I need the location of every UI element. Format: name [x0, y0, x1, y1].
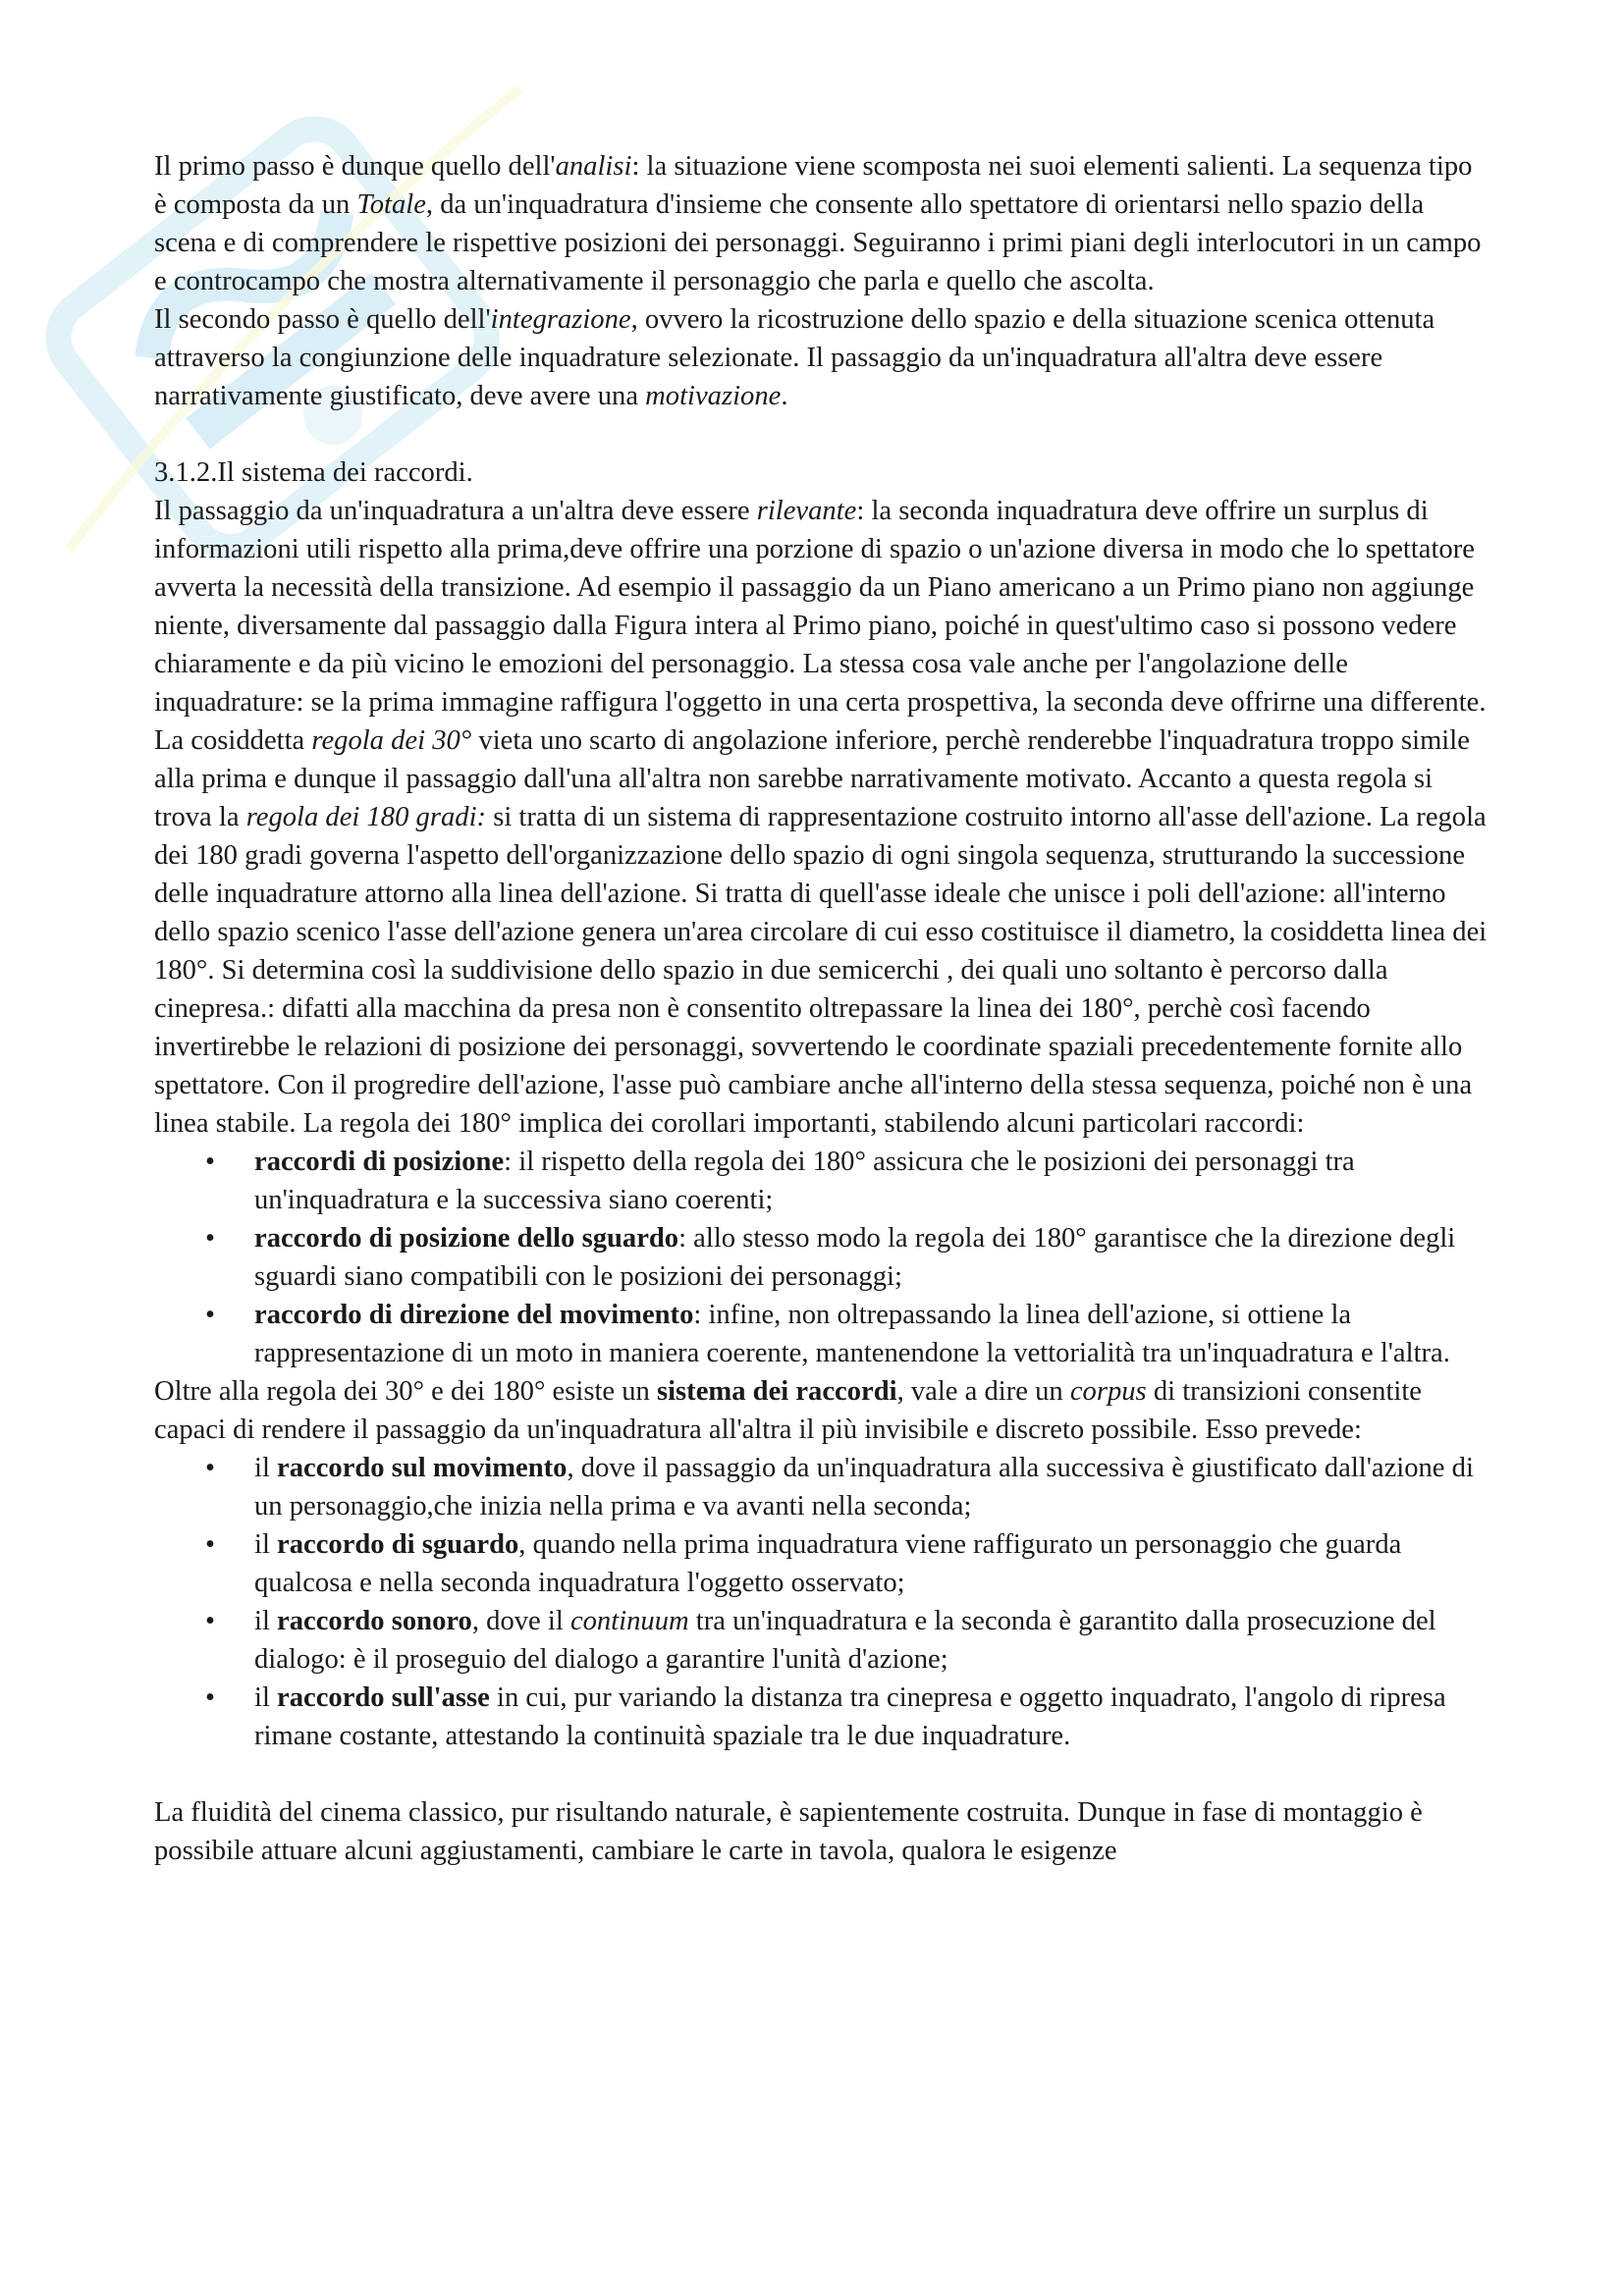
- text-run: di transizioni consentite capaci di rendere il passaggio da un'inquadratura all'altra il più invisibile e discreto possibile. Esso prevede:: [154, 1376, 1422, 1445]
- section-heading: 3.1.2.Il sistema dei raccordi.: [154, 457, 473, 488]
- text-run: in cui, pur variando la distanza tra cinepresa e oggetto inquadrato, l'angolo di ripresa rimane costante, attestando la continuità spaziale tra le due inquadrature.: [254, 1682, 1446, 1751]
- bold-term: raccordo di posizione dello sguardo: [254, 1223, 679, 1254]
- list-item: • raccordo di direzione del movimento: infine, non oltrepassando la linea dell'azione, si ottiene la rappresentazione di un moto in maniera coerente, mantenendone la vettorialità tra un'inquadratura e l'altra.: [205, 1300, 1450, 1368]
- section-paragraph-3: [154, 1793, 1489, 1870]
- text-run: Oltre alla regola dei 30° e dei 180° esiste un: [154, 1376, 657, 1407]
- text-run: il: [254, 1529, 278, 1560]
- text-run: , da un'inquadratura d'insieme che consente allo spettatore di orientarsi nello spazio della scena e di comprendere le rispettive posizioni dei personaggi. Seguiranno i primi piani degli interlocutori in un campo e controcampo che mostra alternativamente il personaggio che parla e quello che ascolta.: [154, 189, 1482, 296]
- text-run: vieta uno scarto di angolazione inferiore, perchè renderebbe l'inquadratura troppo simile alla prima e dunque il passaggio dall'una all'altra non sarebbe narrativamente motivato. Accanto a questa regola si trova la: [154, 725, 1470, 832]
- text-run: , ovvero la ricostruzione dello spazio e della situazione scenica ottenuta attraverso la congiunzione delle inquadrature selezionate. Il passaggio da un'inquadratura all'altra deve essere narrativamente giustificato, deve avere una: [154, 304, 1435, 411]
- italic-term: rilevante: [756, 496, 857, 526]
- section-paragraph-1: [154, 492, 1489, 1143]
- italic-term: continuum: [569, 1606, 689, 1636]
- text-run: si tratta di un sistema di rappresentazione costruito intorno all'asse dell'azione. La regola dei 180 gradi governa l'aspetto dell'organizzazione dello spazio di ogni singola sequenza, strutturando la successione delle inquadrature attorno alla linea dell'azione. Si tratta di quell'asse ideale che unisce i poli dell'azione: all'interno dello spazio scenico l'asse dell'azione genera un'area circolare di cui esso costituisce il diametro, la cosiddetta linea dei 180°. Si determina così la suddivisione dello spazio in due semicerchi , dei quali uno soltanto è percorso dalla cinepresa.: difatti alla macchina da presa non è consentito oltrepassare la linea dei 180°, perchè così facendo invertirebbe le relazioni di posizione dei personaggi, sovvertendo le coordinate spaziali precedentemente fornite allo spettatore. Con il progredire dell'azione, l'asse può cambiare anche all'interno della stessa sequenza, poiché non è una linea stabile. La regola dei 180° implica dei corollari importanti, stabilendo alcuni particolari raccordi:: [154, 802, 1488, 1139]
- intro-paragraph-2: [154, 300, 1489, 415]
- text-run: Il primo passo è dunque quello dell': [154, 151, 556, 182]
- italic-term: motivazione: [645, 381, 782, 411]
- corollary-raccordi-list: [154, 1143, 1489, 1372]
- text-run: Il passaggio da un'inquadratura a un'altra deve essere: [154, 496, 757, 526]
- text-run: La fluidità del cinema classico, pur risultando naturale, è sapientemente costruita. Dunque in fase di montaggio è possibile attuare alcuni aggiustamenti, cambiare le carte in tavola, qualora le esigenze: [154, 1797, 1423, 1866]
- bold-term: raccordo sul movimento: [277, 1453, 568, 1483]
- text-run: Il secondo passo è quello dell': [154, 304, 491, 335]
- text-run: tra un'inquadratura e la seconda è garantito dalla prosecuzione del dialogo: è il proseguio del dialogo a garantire l'unità d'azione;: [254, 1606, 1436, 1675]
- italic-term: Totale: [356, 189, 426, 220]
- italic-term: regola dei 180 gradi:: [245, 802, 487, 832]
- paragraph-gap: [154, 1755, 1489, 1793]
- text-run: , quando nella prima inquadratura viene raffigurato un personaggio che guarda qualcosa e nella seconda inquadratura l'oggetto osservato;: [254, 1529, 1402, 1598]
- text-run: : la seconda inquadratura deve offrire un surplus di informazioni utili rispetto alla prima,deve offrire una porzione di spazio o un'azione diversa in modo che lo spettatore avverta la necessità della transizione. Ad esempio il passaggio da un Piano americano a un Primo piano non aggiunge niente, diversamente dal passaggio dalla Figura intera al Primo piano, poiché in quest'ultimo caso si possono vedere chiaramente e da più vicino le emozioni del personaggio. La stessa cosa vale anche per l'angolazione delle inquadrature: se la prima immagine raffigura l'oggetto in una certa prospettiva, la seconda deve offrirne una differente. La cosiddetta: [154, 496, 1487, 756]
- list-item: • il raccordo di sguardo, quando nella prima inquadratura viene raffigurato un personaggio che guarda qualcosa e nella seconda inquadratura l'oggetto osservato;: [205, 1529, 1402, 1598]
- bold-term: raccordo sull'asse: [277, 1682, 490, 1713]
- section-paragraph-2: [154, 1372, 1489, 1449]
- list-item: • raccordi di posizione: il rispetto della regola dei 180° assicura che le posizioni dei personaggi tra un'inquadratura e la successiva siano coerenti;: [205, 1147, 1355, 1215]
- text-run: : il rispetto della regola dei 180° assicura che le posizioni dei personaggi tra un'inquadratura e la successiva siano coerenti;: [254, 1147, 1355, 1215]
- text-run: : la situazione viene scomposta nei suoi elementi salienti. La sequenza tipo è composta da un: [154, 151, 1473, 220]
- text-run: il: [254, 1682, 278, 1713]
- text-run: : infine, non oltrepassando la linea dell'azione, si ottiene la rappresentazione di un moto in maniera coerente, mantenendone la vettorialità tra un'inquadratura e l'altra.: [254, 1300, 1450, 1368]
- text-run: , dove il: [471, 1606, 570, 1636]
- bold-term: raccordo di direzione del movimento: [254, 1300, 694, 1330]
- italic-term: corpus: [1069, 1376, 1147, 1407]
- text-run: il: [254, 1453, 278, 1483]
- text-run: : allo stesso modo la regola dei 180° garantisce che la direzione degli sguardi siano compatibili con le posizioni dei personaggi;: [254, 1223, 1456, 1292]
- bold-term: raccordo di sguardo: [277, 1529, 519, 1560]
- sistema-raccordi-list: [154, 1449, 1489, 1755]
- text-run: .: [781, 381, 788, 411]
- bold-term: raccordi di posizione: [254, 1147, 505, 1177]
- bold-term: raccordo sonoro: [277, 1606, 472, 1636]
- text-run: , dove il passaggio da un'inquadratura alla successiva è giustificato dall'azione di un personaggio,che inizia nella prima e va avanti nella seconda;: [254, 1453, 1474, 1522]
- italic-term: regola dei 30°: [311, 725, 472, 756]
- italic-term: analisi: [555, 151, 632, 182]
- italic-term: integrazione: [490, 304, 631, 335]
- document-body: [154, 147, 1489, 1870]
- text-run: il: [254, 1606, 278, 1636]
- bold-term: sistema dei raccordi: [656, 1376, 897, 1407]
- intro-paragraph-1: [154, 147, 1489, 300]
- list-item: • il raccordo sonoro, dove il continuum tra un'inquadratura e la seconda è garantito dalla prosecuzione del dialogo: è il proseguio del dialogo a garantire l'unità d'azione;: [205, 1606, 1436, 1675]
- paragraph-gap: [154, 415, 1489, 454]
- text-run: , vale a dire un: [896, 1376, 1070, 1407]
- list-item: • il raccordo sull'asse in cui, pur variando la distanza tra cinepresa e oggetto inquadrato, l'angolo di ripresa rimane costante, attestando la continuità spaziale tra le due inquadrature.: [205, 1682, 1446, 1751]
- list-item: • il raccordo sul movimento, dove il passaggio da un'inquadratura alla successiva è giustificato dall'azione di un personaggio,che inizia nella prima e va avanti nella seconda;: [205, 1453, 1474, 1522]
- list-item: • raccordo di posizione dello sguardo: allo stesso modo la regola dei 180° garantisce che la direzione degli sguardi siano compatibili con le posizioni dei personaggi;: [205, 1223, 1456, 1292]
